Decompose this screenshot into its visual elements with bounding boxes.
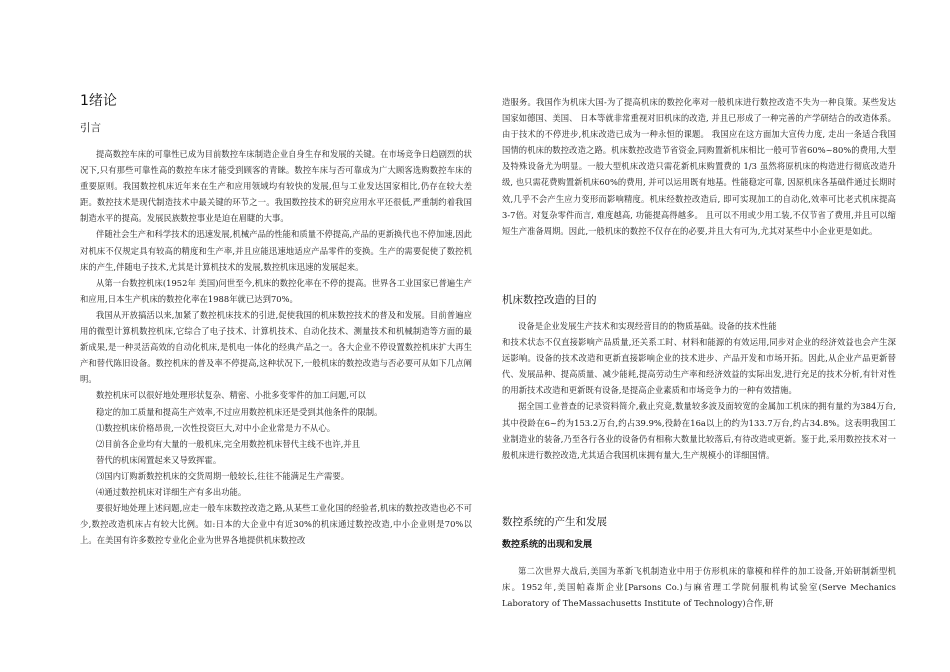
intro-body	[80, 146, 472, 548]
section-heading-purpose: 机床数控改造的目的	[502, 294, 597, 306]
paragraph: 伴随社会生产和科学技术的迅速发展,机械产品的性能和质量不停提高,产品的更新换代也不停加速,因此对机床不仅规定具有较高的精度和生产率,并且应能迅速地适应产品零件的变换。生产的需要促使了数控机床的产生,伴随电子技术,尤其是计算机技术的发展,数控机床迅速的发展起来。	[80, 229, 472, 272]
list-item: ⑷通过数控机床对详细生产有多出功能。	[96, 486, 247, 497]
section-heading-history: 数控系统的产生和发展	[502, 516, 607, 528]
paragraph: 数控机床可以很好地处理形状复杂、精密、小批多变零件的加工问题,可以	[96, 390, 366, 401]
paragraph: 据全国工业普查的记录资料简介,截止究竟,数量较多波及面较宽的金属加工机床的拥有量约为384万台,其中役龄在6~约为153.2万台,约占39.9%,役龄在16a以上的约为133.7万台,约占34.8%。这表明我国工业制造业的装备,乃至各行各业的设备仍有相称大数量比较落后,有待改造或更新。鉴于此,采用数控技术对一般机床进行数控改造,尤其适合我国机床拥有量大,生产规模小的详细国情。	[502, 401, 896, 460]
list-item: ⑵目前各企业均有大量的一般机床,完全用数控机床替代主线不也许,并且	[96, 438, 361, 449]
paragraph: 从第一台数控机床(1952年 美国)问世至今,机床的数控化率在不停的提高。世界各工业国家已普遍生产和应用,日本生产机床的数控化率在1988年就已达到70%。	[80, 277, 472, 304]
paragraph: 造服务。我国作为机床大国-为了提高机床的数控化率对一般机床进行数控改造不失为一种良策。某些发达国家如德国、美国、 日本等就非常重视对旧机床的改造, 并且已形成了一种完善的产学研结合的改造体系。 由于技术的不停进步,机床改造已成为一种永恒的课题。 我国应在这方面加大宣传力度, 走出一条适合我国国情的机床的数控改造之路。机床数控改造节省资金,同购置新机床相比一般可节省60%~80%的费用,大型及特殊设备尤为明显。一般大型机床改造只需花新机床购置费的 1/3 虽然将原机床的构造进行彻底改造升级, 也只需花费购置新机床60%的费用, 并可以运用既有地基。性能稳定可靠, 因原机床各基础件通过长期时效,几乎不会产生应力变形而影响精度。机床经数控改造后, 即可实现加工的自动化,效率可比老式机床提高3-7倍。对复杂零件而言, 难度越高, 功能提高得越多。 且可以不用或少用工装,不仅节省了费用,并且可以缩短生产准备周期。因此,一般机床的数控不仅存在的必要,并且大有可为,尤其对某些中小企业更是如此。	[502, 97, 896, 236]
list-item: ⑶国内订购新数控机床的交货周期一般较长,往往不能满足生产需要。	[96, 470, 350, 481]
list-item: ⑴数控机床价格昂贵,一次性投资巨大,对中小企业常是力不从心。	[96, 422, 336, 433]
paragraph: 要很好地处理上述问题,应走一般车床数控改造之路,从某些工业化国的经验者,机床的数控改造也必不可少,数控改造机床占有较大比例。如:日本的大企业中有近30%的机床通过数控改造,中小企业则是70%以上。在美国有许多数控专业化企业为世界各地提供机床数控改	[80, 503, 472, 546]
paragraph: 设备是企业发展生产技术和实现经营目的的物质基础。设备的技术性能	[518, 321, 777, 331]
paragraph: 稳定的加工质量和提高生产效率,不过应用数控机床还是受到其他条件的限制。	[96, 406, 383, 417]
intro-heading: 引言	[80, 122, 101, 134]
list-item-continuation: 替代的机床闲置起来又导致挥霍。	[96, 454, 222, 465]
paragraph: 第二次世界大战后,美国为革新飞机制造业中用于仿形机床的靠模和样件的加工设备,开始研制新型机床。1952年,美国帕森斯企业[Parsons Co.)与麻省理工学院伺服机构试验室(Serve Mechanics Laboratory of TheMassachusetts Institute of Technology)合作,研	[502, 566, 896, 609]
subsection-heading: 数控系统的出现和发展	[502, 540, 593, 550]
chapter-title: 1绪论	[80, 93, 117, 109]
paragraph: 提高数控车床的可靠性已成为目前数控车床制造企业自身生存和发展的关键。在市场竞争日趋剧烈的状况下,只有那些可靠性高的数控车床才能受到顾客的青睐。数控车床与否可靠成为广大顾客选购数控车床的重要原则。我国数控机床近年来在生产和应用领域均有较快的发展,但与工业发达国家相比,仍存在较大差距。数控技术是现代制造技术中最关键的环节之一。我国数控技术的研究应用水平还很低,严重制约着我国制造水平的提高。发展民族数控事业是迫在眉睫的大事。	[80, 149, 472, 224]
purpose-body	[502, 318, 896, 463]
paragraph: 我国从开放搞活以来,加紧了数控机床技术的引进,促使我国的机床数控技术的普及和发展。目前普遍应用的微型计算机数控机床,它综合了电子技术、计算机技术、自动化技术、测量技术和机械制造等方面的最新成果,是一种灵活高效的自动化机床,是机电一体化的经典产品之一。各大企业不停设置数控机床扩大再生产和替代陈旧设备。数控机床的普及率不停提高,这种状况下,一般机床的数控改造与否必要可从如下几点阐明。	[80, 309, 472, 385]
lead-text	[502, 94, 896, 239]
paragraph: 和技术状态不仅直接影响产品质量,还关系工时、材料和能源的有效运用,同步对企业的经济效益也会产生深远影响。设备的技术改造和更新直接影响企业的技术进步、产品开发和市场开拓。因此,从企业产品更新替代、发展品种、提高质量、减少能耗,提高劳动生产率和经济效益的实际出发,进行充足的技术分析,有针对性的用新技术改造和更新既有设备,是提高企业素质和市场竞争力的一种有效措施。	[502, 337, 896, 396]
history-body	[502, 563, 896, 611]
